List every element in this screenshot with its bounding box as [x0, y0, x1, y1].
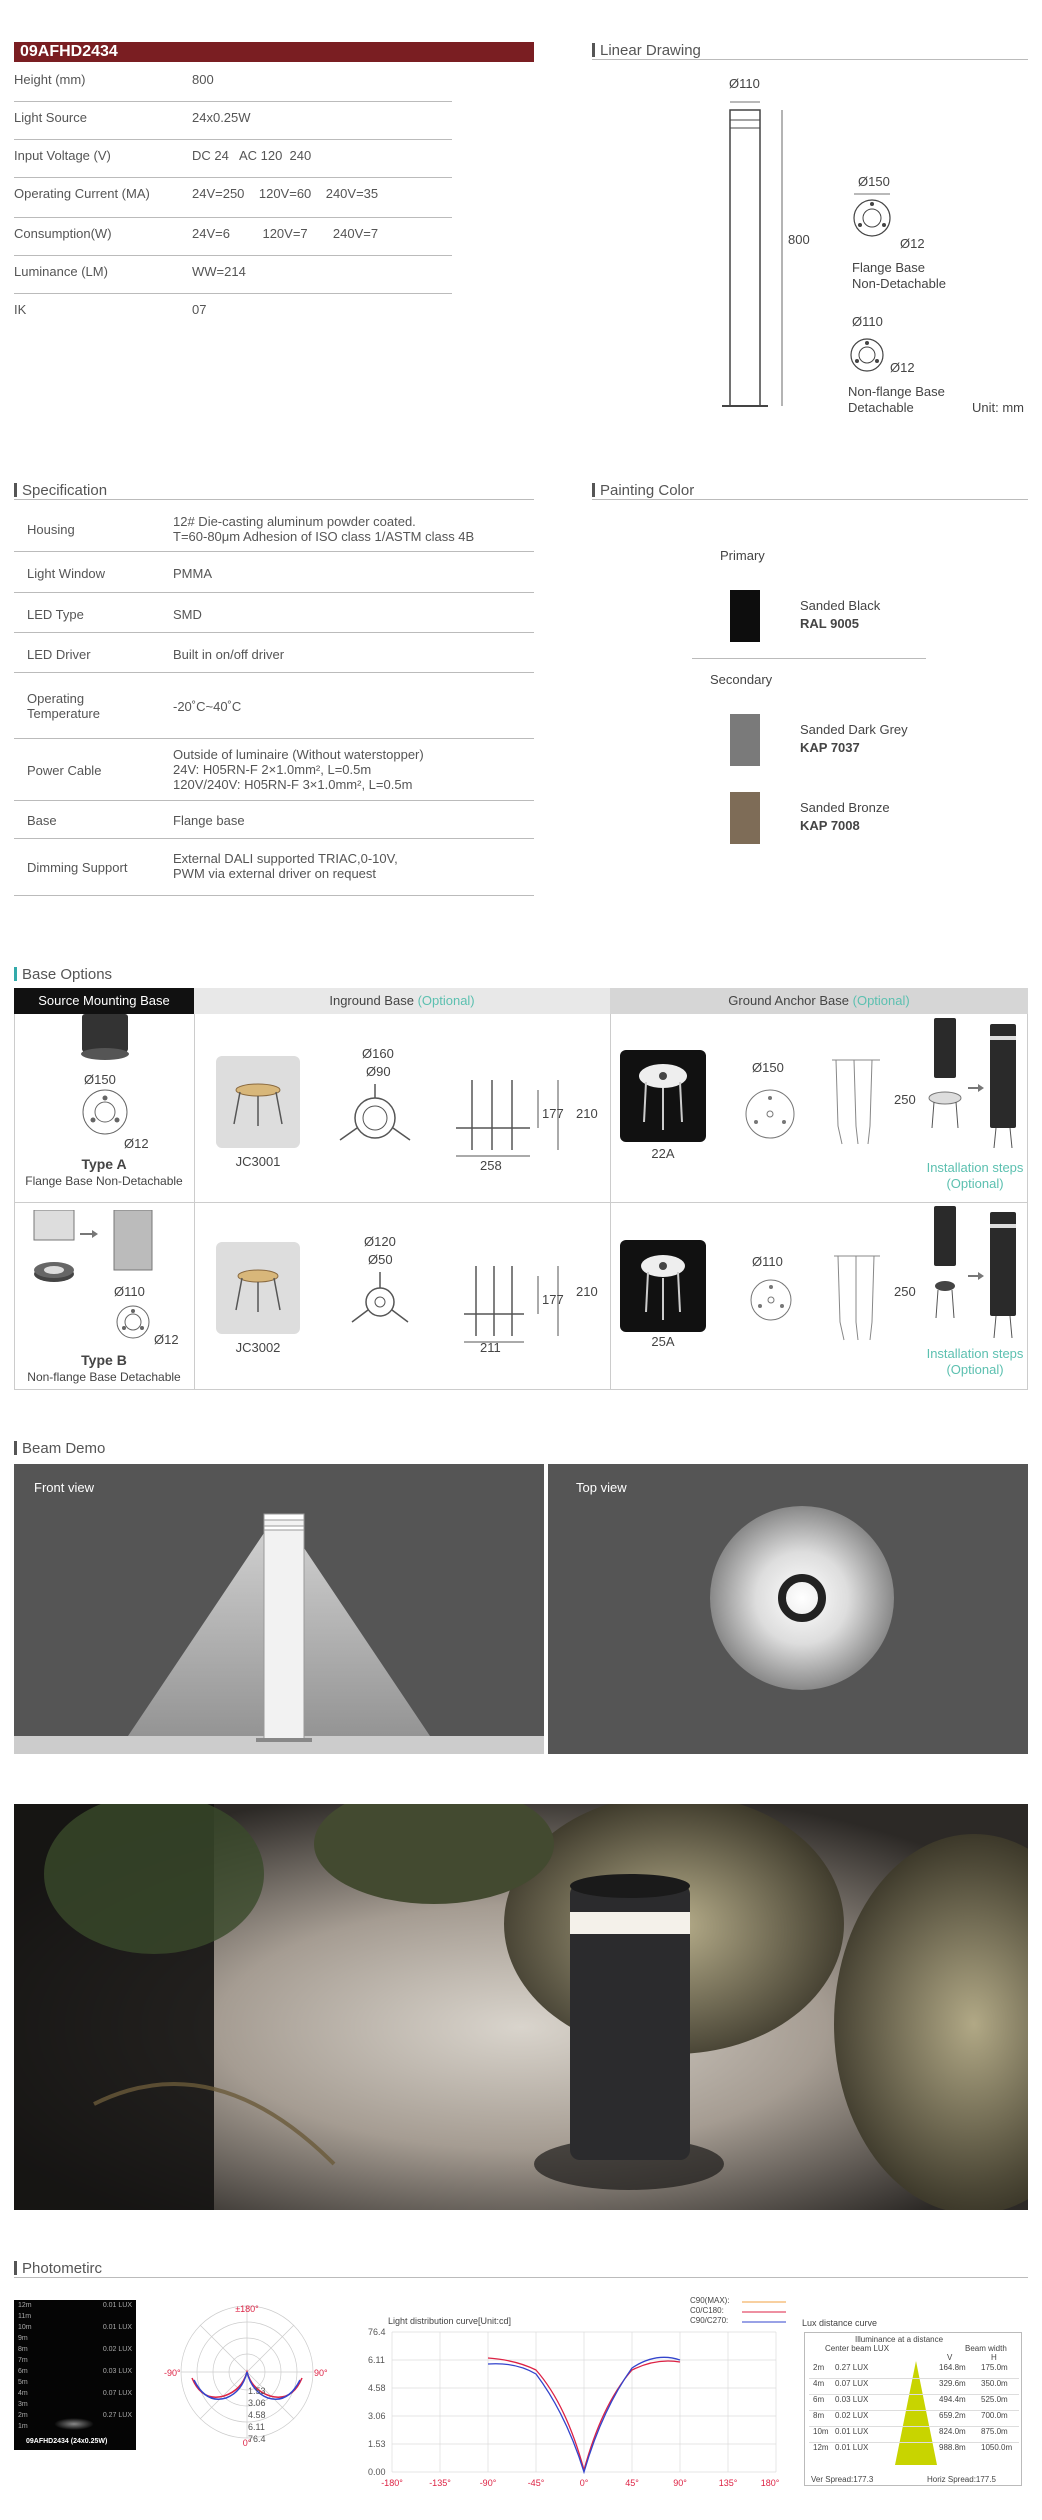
jc3002-top-drawing: [340, 1266, 420, 1342]
param-row: Consumption(W) 24V=6 120V=7 240V=7: [14, 218, 452, 256]
table-row: 8m 0.02 LUX 659.2m 700.0m: [809, 2411, 1019, 2427]
x-tick: -135°: [429, 2478, 451, 2488]
bollard-lens: [570, 1912, 690, 1934]
distance-label: 3m: [18, 2401, 28, 2408]
painting-color-header: Painting Color: [592, 482, 1028, 500]
lux-table-header: H: [991, 2353, 997, 2362]
polar-top-label: ±180°: [235, 2304, 259, 2314]
color-name: Sanded Black: [800, 598, 881, 613]
color-name: Sanded Dark Grey: [800, 722, 908, 737]
lux-value: 0.27 LUX: [102, 2412, 132, 2419]
jc3002-d2: Ø50: [368, 1252, 393, 1267]
type-b-hole: Ø12: [154, 1332, 179, 1347]
beam-front-panel: [14, 1464, 544, 1754]
nonflange-base-label: Non-flange Base: [848, 384, 945, 399]
nonflange-hole-label: Ø12: [890, 360, 915, 375]
type-a-dia: Ø150: [84, 1072, 116, 1087]
type-b-drawing: [30, 1210, 170, 1350]
x-tick: -180°: [381, 2478, 403, 2488]
spec-row: Operating Temperature -20˚C~40˚C: [14, 673, 534, 739]
lux-table-header: V: [947, 2353, 953, 2362]
install-steps-optional: (Optional): [946, 1362, 1004, 1377]
distance-label: 4m: [18, 2390, 28, 2397]
ring-label: 76.4: [248, 2434, 266, 2444]
jc3001-width: 258: [480, 1158, 502, 1173]
type-a-name: Type A: [81, 1156, 127, 1172]
jc3001-icon: [226, 1076, 290, 1128]
ring-label: 3.06: [248, 2398, 266, 2408]
top-view-label: Top view: [576, 1480, 627, 1495]
jc3001-top-drawing: [330, 1080, 420, 1160]
jc3002-d1: Ø120: [364, 1234, 396, 1249]
table-row: 2m 0.27 LUX 164.8m 175.0m: [809, 2363, 1019, 2379]
distance-label: 10m: [18, 2324, 32, 2331]
y-tick: 4.58: [368, 2383, 386, 2393]
x-tick: 90°: [673, 2478, 687, 2488]
install-steps-b: [920, 1206, 1030, 1356]
flange-hole-label: Ø12: [900, 236, 925, 251]
color-swatch-grey: [730, 714, 760, 766]
polar-bottom-label: 0°: [242, 2438, 252, 2448]
nonflange-dia-label: Ø110: [852, 314, 883, 329]
spec-row: LED Type SMD: [14, 593, 534, 633]
anchor-25a-side-drawing: [830, 1252, 890, 1344]
primary-label: Primary: [720, 548, 765, 563]
anchor-22a-name: 22A: [651, 1146, 675, 1161]
top-beam-illustration: [548, 1464, 1028, 1754]
install-steps-optional: (Optional): [946, 1176, 1004, 1191]
anchor-22a-side-drawing: [826, 1056, 886, 1148]
anchor-25a-name: 25A: [651, 1334, 675, 1349]
param-row: Luminance (LM) WW=214: [14, 256, 452, 294]
lux-value: 0.01 LUX: [102, 2324, 132, 2331]
distance-label: 5m: [18, 2379, 28, 2386]
anchor-22a-height: 250: [894, 1092, 916, 1107]
jc3002-side-drawing: [450, 1262, 600, 1346]
specification-header: Specification: [14, 482, 534, 500]
type-b-name: Type B: [81, 1352, 127, 1368]
param-row: Light Source 24x0.25W: [14, 102, 452, 140]
distance-label: 9m: [18, 2335, 28, 2342]
install-steps-a: [920, 1018, 1030, 1168]
curve-legend-1: C90(MAX):: [690, 2296, 730, 2305]
distance-label: 11m: [18, 2313, 32, 2320]
jc3002-width: 211: [480, 1340, 501, 1355]
anchor-22a-icon: [630, 1058, 696, 1134]
spec-row: Power Cable Outside of luminaire (Without waterstopper) 24V: H05RN-F 2×1.0mm², L=0.5m 120V/240V: H05RN-F 3×1.0mm², L=0.5m: [14, 739, 534, 801]
anchor-25a-top-drawing: [744, 1274, 798, 1328]
spec-row: Housing 12# Die-casting aluminum powder coated. T=60-80μm Adhesion of ISO class 1/ASTM class 4B: [14, 506, 534, 552]
unit-label: Unit: mm: [972, 400, 1024, 415]
distance-label: 6m: [18, 2368, 28, 2375]
table-row: 4m 0.07 LUX 329.6m 350.0m: [809, 2379, 1019, 2395]
x-tick: -90°: [479, 2478, 497, 2488]
table-row: 6m 0.03 LUX 494.4m 525.0m: [809, 2395, 1019, 2411]
jc3001-d1: Ø160: [362, 1046, 394, 1061]
lux-value: 0.01 LUX: [102, 2302, 132, 2309]
jc3001-height1: 177: [542, 1106, 564, 1121]
anchor-22a-top-drawing: [740, 1086, 800, 1146]
lux-curve-title: Lux distance curve: [802, 2318, 878, 2328]
col1-header: Source Mounting Base: [14, 988, 194, 1014]
lux-distance-table: [804, 2332, 1022, 2486]
anchor-25a-icon: [630, 1248, 696, 1324]
top-diameter-label: Ø110: [729, 76, 760, 91]
lux-table-subtitle: Illuminance at a distance: [855, 2335, 944, 2344]
param-row: Height (mm) 800: [14, 64, 452, 102]
lux-table-rows: [809, 2363, 1019, 2459]
ring-label: 1.53: [248, 2386, 266, 2396]
jc3002-icon: [226, 1262, 290, 1314]
jc3001-name: JC3001: [235, 1154, 281, 1169]
light-glow: [54, 2418, 94, 2430]
divider: [692, 658, 926, 659]
horiz-spread: Horiz Spread:177.5: [927, 2475, 996, 2484]
param-row: IK 07: [14, 302, 207, 317]
table-row: 12m 0.01 LUX 988.8m 1050.0m: [813, 2443, 1013, 2452]
photometric-header: Photometirc: [14, 2260, 1028, 2278]
distance-label: 7m: [18, 2357, 28, 2364]
color-name: Sanded Bronze: [800, 800, 890, 815]
x-tick: 45°: [625, 2478, 639, 2488]
jc3002-height2: 210: [576, 1284, 598, 1299]
product-photo: [14, 1804, 1028, 2210]
flange-dia-label: Ø150: [858, 174, 890, 189]
polar-right-label: 90°: [314, 2368, 328, 2378]
spec-row: LED Driver Built in on/off driver: [14, 633, 534, 673]
color-swatch-bronze: [730, 792, 760, 844]
type-a-hole: Ø12: [124, 1136, 149, 1151]
beam-demo-header: Beam Demo: [14, 1440, 1028, 1458]
curve-legend-3: C90/C270:: [690, 2316, 729, 2325]
install-steps-label: Installation steps: [926, 1346, 1024, 1361]
jc3001-height2: 210: [576, 1106, 598, 1121]
distribution-curve-chart: [366, 2324, 786, 2490]
lux-value: 0.03 LUX: [102, 2368, 132, 2375]
x-tick: 135°: [718, 2478, 738, 2488]
linear-drawing: [700, 70, 1030, 420]
type-a-desc: Flange Base Non-Detachable: [25, 1174, 183, 1188]
beam-top-panel: [548, 1464, 1028, 1754]
jc3001-d2: Ø90: [366, 1064, 391, 1079]
col2-header: Inground Base (Optional): [194, 988, 610, 1014]
anchor-25a-dia: Ø110: [752, 1254, 783, 1269]
distance-label: 8m: [18, 2346, 28, 2353]
front-view-label: Front view: [34, 1480, 94, 1495]
x-tick: 0°: [579, 2478, 589, 2488]
base-options-header: Base Options: [14, 966, 1028, 984]
table-row: 10m 0.01 LUX 824.0m 875.0m: [809, 2427, 1019, 2443]
anchor-25a-height: 250: [894, 1284, 916, 1299]
x-tick: -45°: [527, 2478, 545, 2488]
spec-row: Light Window PMMA: [14, 552, 534, 593]
ver-spread: Ver Spread:177.3: [811, 2475, 874, 2484]
x-tick: 180°: [760, 2478, 780, 2488]
y-tick: 1.53: [368, 2439, 386, 2449]
flange-base-sub: Non-Detachable: [852, 276, 946, 291]
color-code: RAL 9005: [800, 616, 860, 631]
param-row: Operating Current (MA) 24V=250 120V=60 240V=35: [14, 178, 452, 218]
distance-label: 1m: [18, 2423, 28, 2430]
divider: [14, 1202, 1028, 1203]
linear-drawing-header: Linear Drawing: [592, 42, 1028, 60]
pole-bottom: [82, 1014, 128, 1052]
flange-base-label: Flange Base: [852, 260, 925, 275]
y-tick: 0.00: [368, 2467, 386, 2477]
lux-table-header: Center beam LUX: [825, 2344, 890, 2353]
anchor-22a-dia: Ø150: [752, 1060, 784, 1075]
lux-table-header: Beam width: [965, 2344, 1007, 2353]
lux-panel-footer: 09AFHD2434 (24x0.25W): [26, 2438, 108, 2445]
bollard-outline: [730, 110, 760, 406]
height-label: 800: [788, 232, 810, 247]
y-tick: 76.4: [368, 2327, 386, 2337]
color-swatch-black: [730, 590, 760, 642]
jc3002-height1: 177: [542, 1292, 564, 1307]
ring-label: 6.11: [248, 2422, 265, 2432]
distance-label: 12m: [18, 2302, 32, 2309]
lux-value: 0.02 LUX: [102, 2346, 132, 2353]
polar-left-label: -90°: [164, 2368, 181, 2378]
type-b-desc: Non-flange Base Detachable: [27, 1370, 181, 1384]
flange-inner: [863, 209, 881, 227]
col3-header: Ground Anchor Base (Optional): [610, 988, 1028, 1014]
param-row: Input Voltage (V) DC 24 AC 120 240: [14, 140, 452, 178]
color-code: KAP 7037: [800, 740, 860, 755]
jc3002-name: JC3002: [235, 1340, 281, 1355]
install-steps-label: Installation steps: [926, 1160, 1024, 1175]
distance-label: 2m: [18, 2412, 28, 2419]
product-code: 09AFHD2434: [20, 43, 118, 60]
color-code: KAP 7008: [800, 818, 860, 833]
spec-row: Dimming Support External DALI supported TRIAC,0-10V, PWM via external driver on request: [14, 839, 534, 896]
spec-row: Base Flange base: [14, 801, 534, 839]
front-beam-illustration: [14, 1464, 544, 1754]
y-tick: 6.11: [368, 2355, 385, 2365]
ring-label: 4.58: [248, 2410, 266, 2420]
lux-panel: [14, 2300, 136, 2450]
curve-legend-2: C0/C180:: [690, 2306, 724, 2315]
curve-title: Light distribution curve[Unit:cd]: [388, 2316, 512, 2326]
secondary-label: Secondary: [710, 672, 773, 687]
nonflange-base-sub: Detachable: [848, 400, 914, 415]
type-b-dia: Ø110: [114, 1284, 145, 1299]
y-tick: 3.06: [368, 2411, 386, 2421]
lux-value: 0.07 LUX: [102, 2390, 132, 2397]
polar-chart: [152, 2300, 342, 2490]
